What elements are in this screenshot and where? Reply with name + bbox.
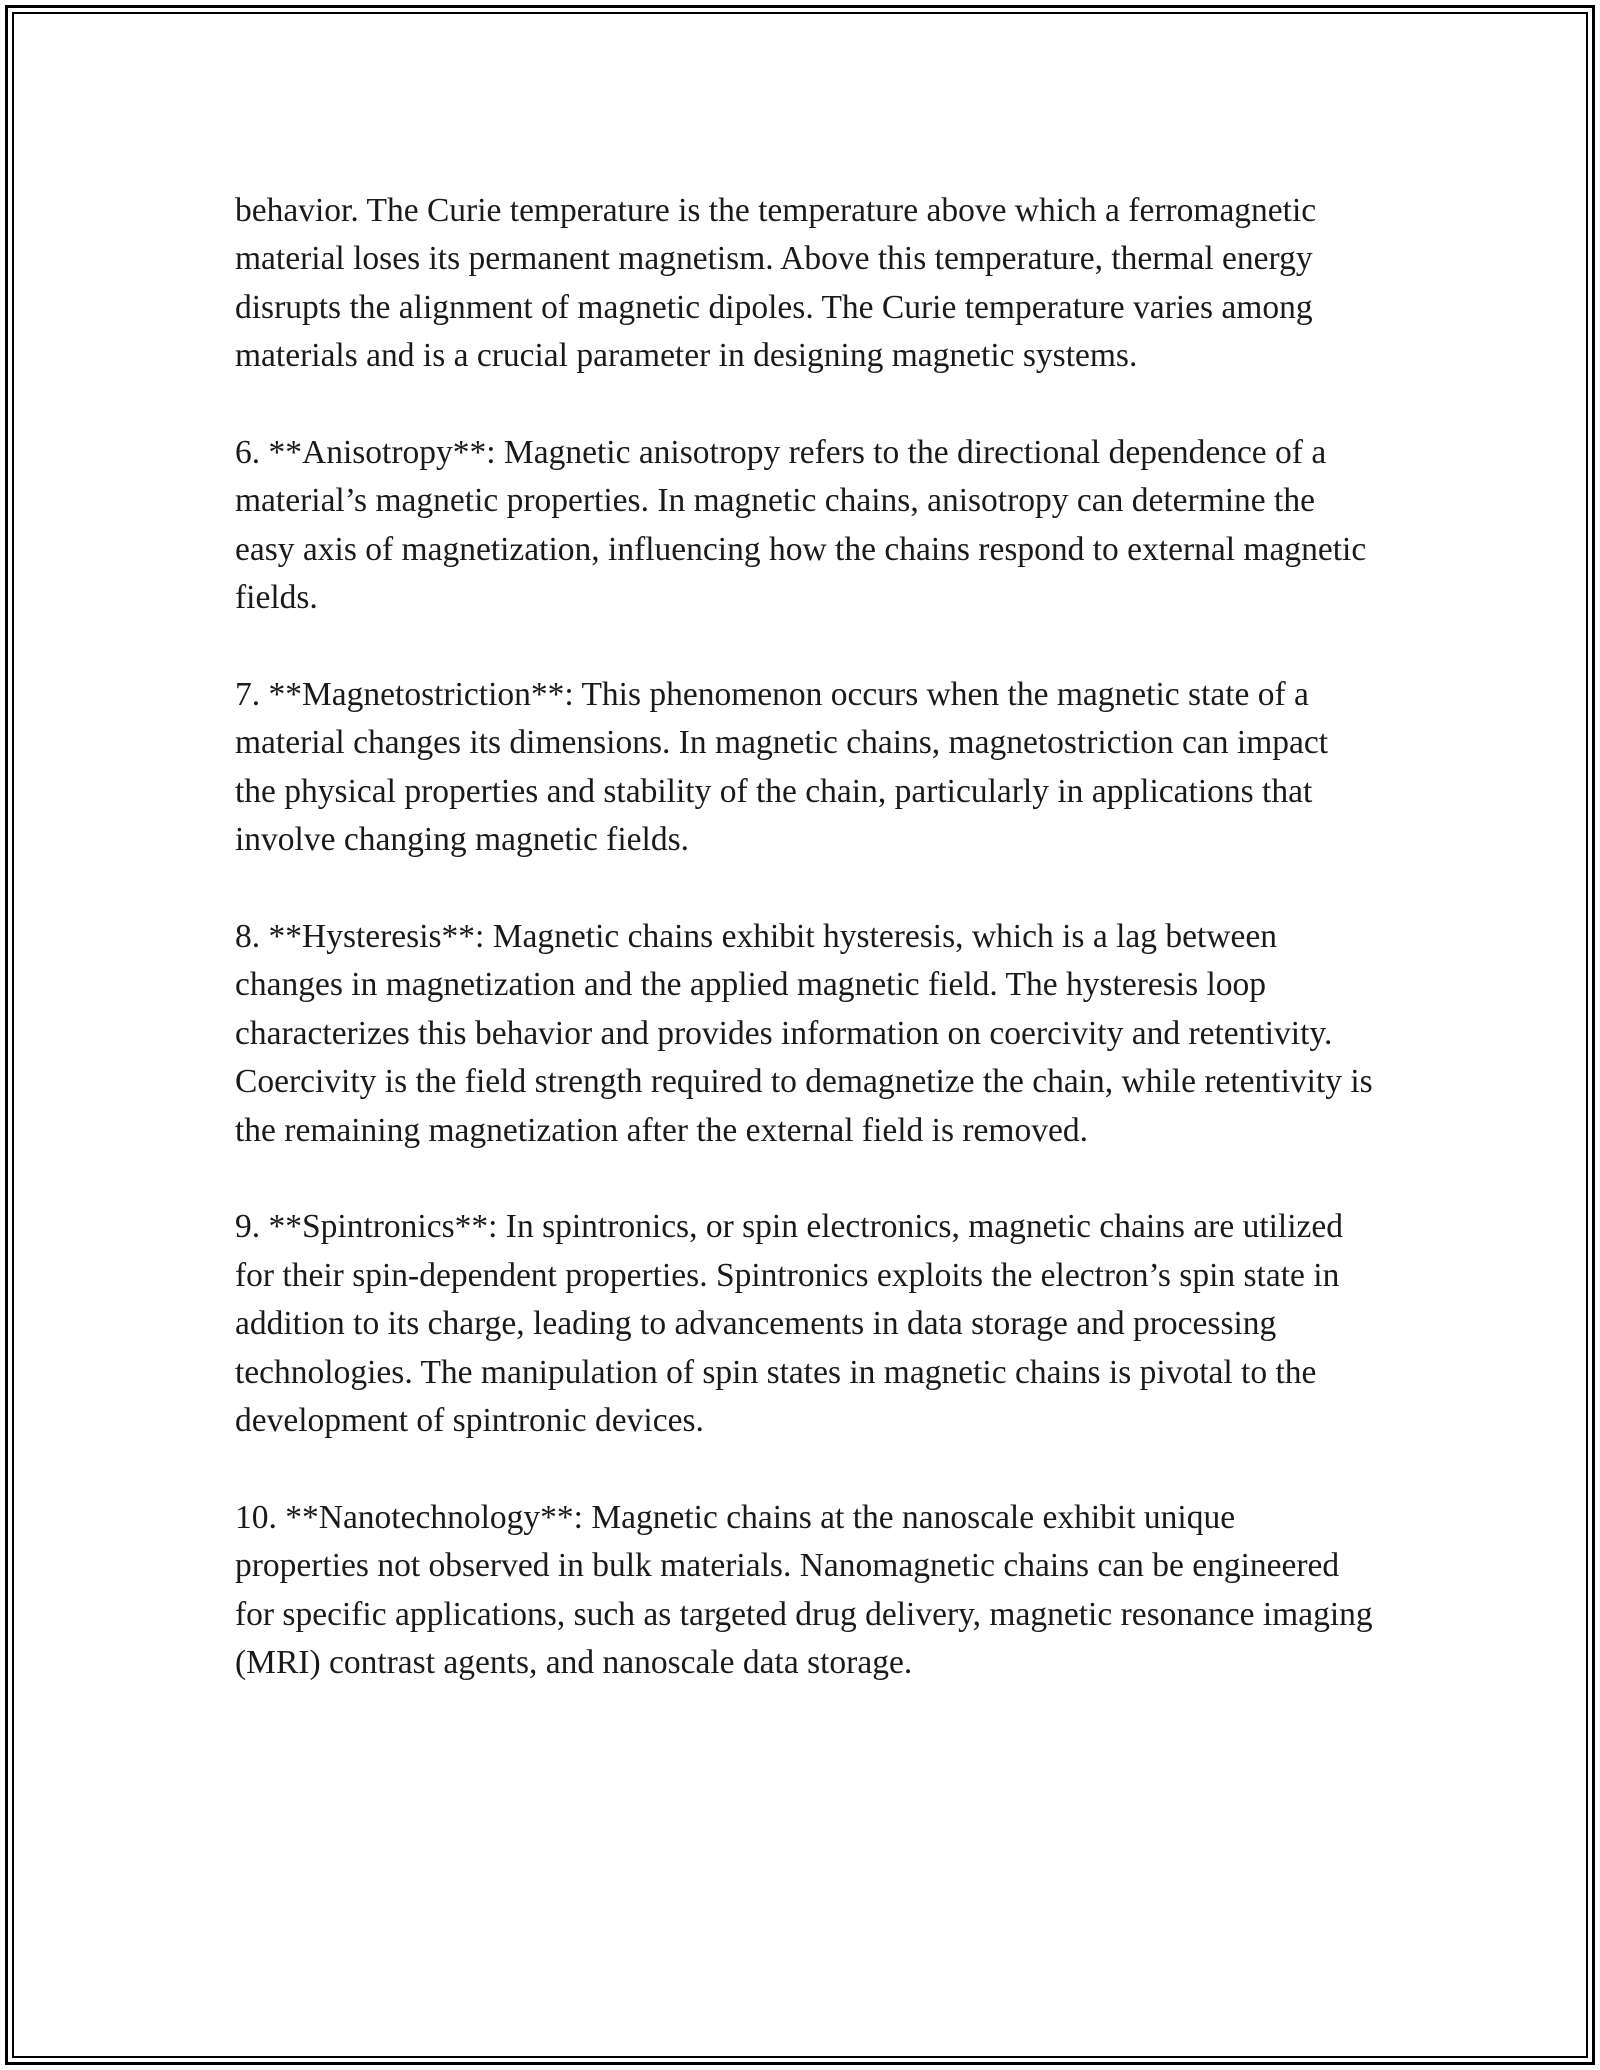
document-body (235, 187, 1375, 1688)
paragraph-nanotechnology: 10. **Nanotechnology**: Magnetic chains at the nanoscale exhibit unique properties not observed in bulk materials. Nanomagnetic chains can be engineered for specific applications, such as targeted drug delivery, magnetic resonance imaging (MRI) contrast agents, and nanoscale data storage. (235, 1498, 1373, 1682)
paragraph-curie-temperature-continued: behavior. The Curie temperature is the temperature above which a ferromagnetic material loses its permanent magnetism. Above this temperature, thermal energy disrupts the alignment of magnetic dipoles. The Curie temperature varies among materials and is a crucial parameter in designing magnetic systems. (235, 192, 1317, 375)
paragraph-anisotropy: 6. **Anisotropy**: Magnetic anisotropy refers to the directional dependence of a material’s magnetic properties. In magnetic chains, anisotropy can determine the easy axis of magnetization, influencing how the chains respond to external magnetic fields. (235, 434, 1367, 617)
paragraph-spintronics: 9. **Spintronics**: In spintronics, or spin electronics, magnetic chains are utilized for their spin-dependent properties. Spintronics exploits the electron’s spin state in addition to its charge, leading to advancements in data storage and processing technologies. The manipulation of spin states in magnetic chains is pivotal to the development of spintronic devices. (235, 1208, 1344, 1440)
paragraph-magnetostriction: 7. **Magnetostriction**: This phenomenon occurs when the magnetic state of a material changes its dimensions. In magnetic chains, magnetostriction can impact the physical properties and stability of the chain, particularly in applications that involve changing magnetic fields. (235, 676, 1329, 859)
paragraph-hysteresis: 8. **Hysteresis**: Magnetic chains exhibit hysteresis, which is a lag between changes in magnetization and the applied magnetic field. The hysteresis loop characterizes this behavior and provides information on coercivity and retentivity. Coercivity is the field strength required to demagnetize the chain, while retentivity is the remaining magnetization after the external field is removed. (235, 918, 1373, 1149)
